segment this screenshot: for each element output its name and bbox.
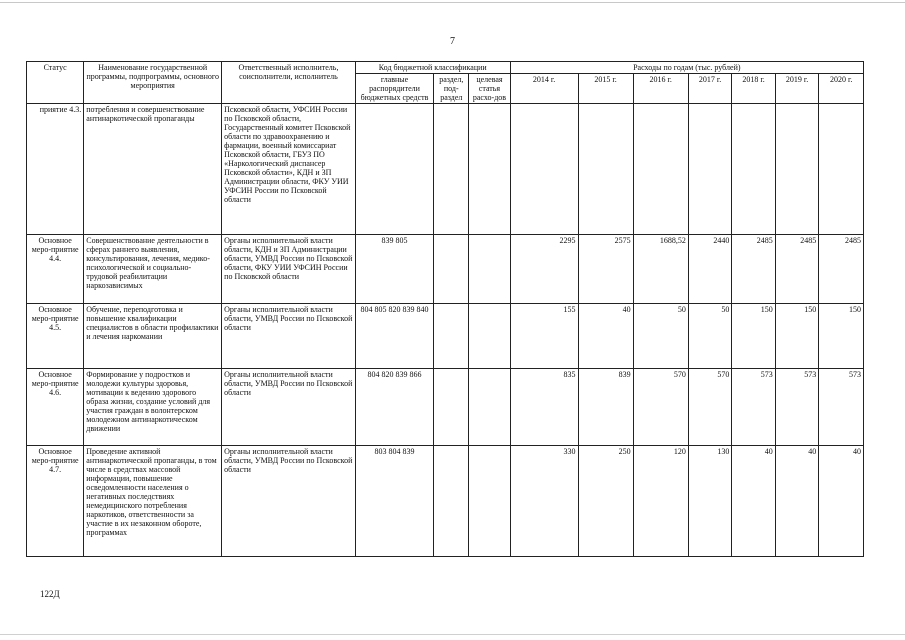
row-value: 573 [819, 369, 864, 446]
row-value: 570 [688, 369, 731, 446]
row-name: потребления и совершенствование антинаркотической пропаганды [84, 104, 222, 235]
row-status: Основное меро-приятие 4.6. [27, 369, 84, 446]
row-value [732, 104, 775, 235]
row-target [469, 369, 510, 446]
page-footer-code: 122Д [40, 589, 60, 599]
row-status: приятие 4.3. [27, 104, 84, 235]
header-year: 2017 г. [688, 74, 731, 104]
row-value: 40 [819, 446, 864, 557]
row-section [434, 446, 469, 557]
row-name: Формирование у подростков и молодежи культуры здоровья, мотивации к ведению здорового образа жизни, создание условий для участия граждан в волонтерском молодежном антинаркотическом движении [84, 369, 222, 446]
top-scan-line [0, 2, 905, 3]
row-value: 150 [819, 304, 864, 369]
row-value: 120 [633, 446, 688, 557]
row-value: 573 [732, 369, 775, 446]
header-code-section: раздел, под-раздел [434, 74, 469, 104]
row-section [434, 304, 469, 369]
row-value: 50 [633, 304, 688, 369]
row-target [469, 304, 510, 369]
row-value: 2485 [775, 235, 818, 304]
row-value: 2485 [819, 235, 864, 304]
row-executor: Псковской области, УФСИН России по Псковской области, Государственный комитет Псковской области по здравоохранению и фармации, военный комиссариат Псковской области, ГБУЗ ПО «Наркологический диспансер Псковской области», КДН и ЗП Администрации области, ФКУ УИИ УФСИН России по Псковской области [222, 104, 356, 235]
row-value: 2485 [732, 235, 775, 304]
header-expenses: Расходы по годам (тыс. рублей) [510, 62, 863, 74]
table-row [27, 104, 864, 235]
row-value: 130 [688, 446, 731, 557]
header-year: 2019 г. [775, 74, 818, 104]
row-value: 40 [578, 304, 633, 369]
row-value [775, 104, 818, 235]
row-section [434, 104, 469, 235]
header-year: 2016 г. [633, 74, 688, 104]
header-code-grbs: главные распорядители бюджетных средств [355, 74, 433, 104]
header-year: 2020 г. [819, 74, 864, 104]
header-year: 2015 г. [578, 74, 633, 104]
row-status: Основное меро-приятие 4.5. [27, 304, 84, 369]
header-executor: Ответственный исполнитель, соисполнители, исполнитель [222, 62, 356, 104]
row-codes: 803 804 839 [355, 446, 433, 557]
table-row [27, 304, 864, 369]
row-executor: Органы исполнительной власти области, УМВД России по Псковской области [222, 446, 356, 557]
budget-table [26, 61, 864, 557]
row-status: Основное меро-приятие 4.7. [27, 446, 84, 557]
header-year: 2014 г. [510, 74, 578, 104]
table-row [27, 235, 864, 304]
row-value [688, 104, 731, 235]
bottom-scan-line [0, 634, 905, 635]
row-value: 155 [510, 304, 578, 369]
row-status: Основное меро-приятие 4.4. [27, 235, 84, 304]
row-executor: Органы исполнительной власти области, КДН и ЗП Администрации области, УМВД России по Псковской области, ФКУ УИИ УФСИН России по Псковской области [222, 235, 356, 304]
row-value: 50 [688, 304, 731, 369]
row-value: 150 [775, 304, 818, 369]
header-code-target: целевая статья расхо-дов [469, 74, 510, 104]
row-name: Совершенствование деятельности в сферах раннего выявления, консультирования, лечения, медико-психологической и социально-трудовой реабилитации наркозависимых [84, 235, 222, 304]
header-name: Наименование государственной программы, подпрограммы, основного мероприятия [84, 62, 222, 104]
row-name: Проведение активной антинаркотической пропаганды, в том числе в средствах массовой информации, повышение осведомленности населения о негативных последствиях немедицинского потребления наркотиков, ответственности за участие в их незаконном обороте, программах [84, 446, 222, 557]
row-value: 2575 [578, 235, 633, 304]
row-value [578, 104, 633, 235]
table-row [27, 446, 864, 557]
row-value: 40 [775, 446, 818, 557]
row-codes [355, 104, 433, 235]
row-value: 835 [510, 369, 578, 446]
row-value [633, 104, 688, 235]
row-codes: 839 805 [355, 235, 433, 304]
page-number: 7 [450, 36, 455, 47]
row-codes: 804 820 839 866 [355, 369, 433, 446]
row-executor: Органы исполнительной власти области, УМВД России по Псковской области [222, 304, 356, 369]
row-value [510, 104, 578, 235]
header-status: Статус [27, 62, 84, 104]
row-section [434, 369, 469, 446]
row-codes: 804 805 820 839 840 [355, 304, 433, 369]
row-value: 2440 [688, 235, 731, 304]
row-value: 150 [732, 304, 775, 369]
row-target [469, 446, 510, 557]
table-row [27, 369, 864, 446]
row-target [469, 104, 510, 235]
row-value: 839 [578, 369, 633, 446]
header-budget-code: Код бюджетной классификации [355, 62, 510, 74]
row-value: 2295 [510, 235, 578, 304]
header-row-1 [27, 62, 864, 74]
row-target [469, 235, 510, 304]
header-year: 2018 г. [732, 74, 775, 104]
row-value: 1688,52 [633, 235, 688, 304]
row-value [819, 104, 864, 235]
row-value: 330 [510, 446, 578, 557]
row-value: 570 [633, 369, 688, 446]
row-value: 40 [732, 446, 775, 557]
row-value: 573 [775, 369, 818, 446]
row-value: 250 [578, 446, 633, 557]
row-executor: Органы исполнительной власти области, УМВД России по Псковской области [222, 369, 356, 446]
row-section [434, 235, 469, 304]
row-name: Обучение, переподготовка и повышение квалификации специалистов в области профилактики и лечения наркомании [84, 304, 222, 369]
